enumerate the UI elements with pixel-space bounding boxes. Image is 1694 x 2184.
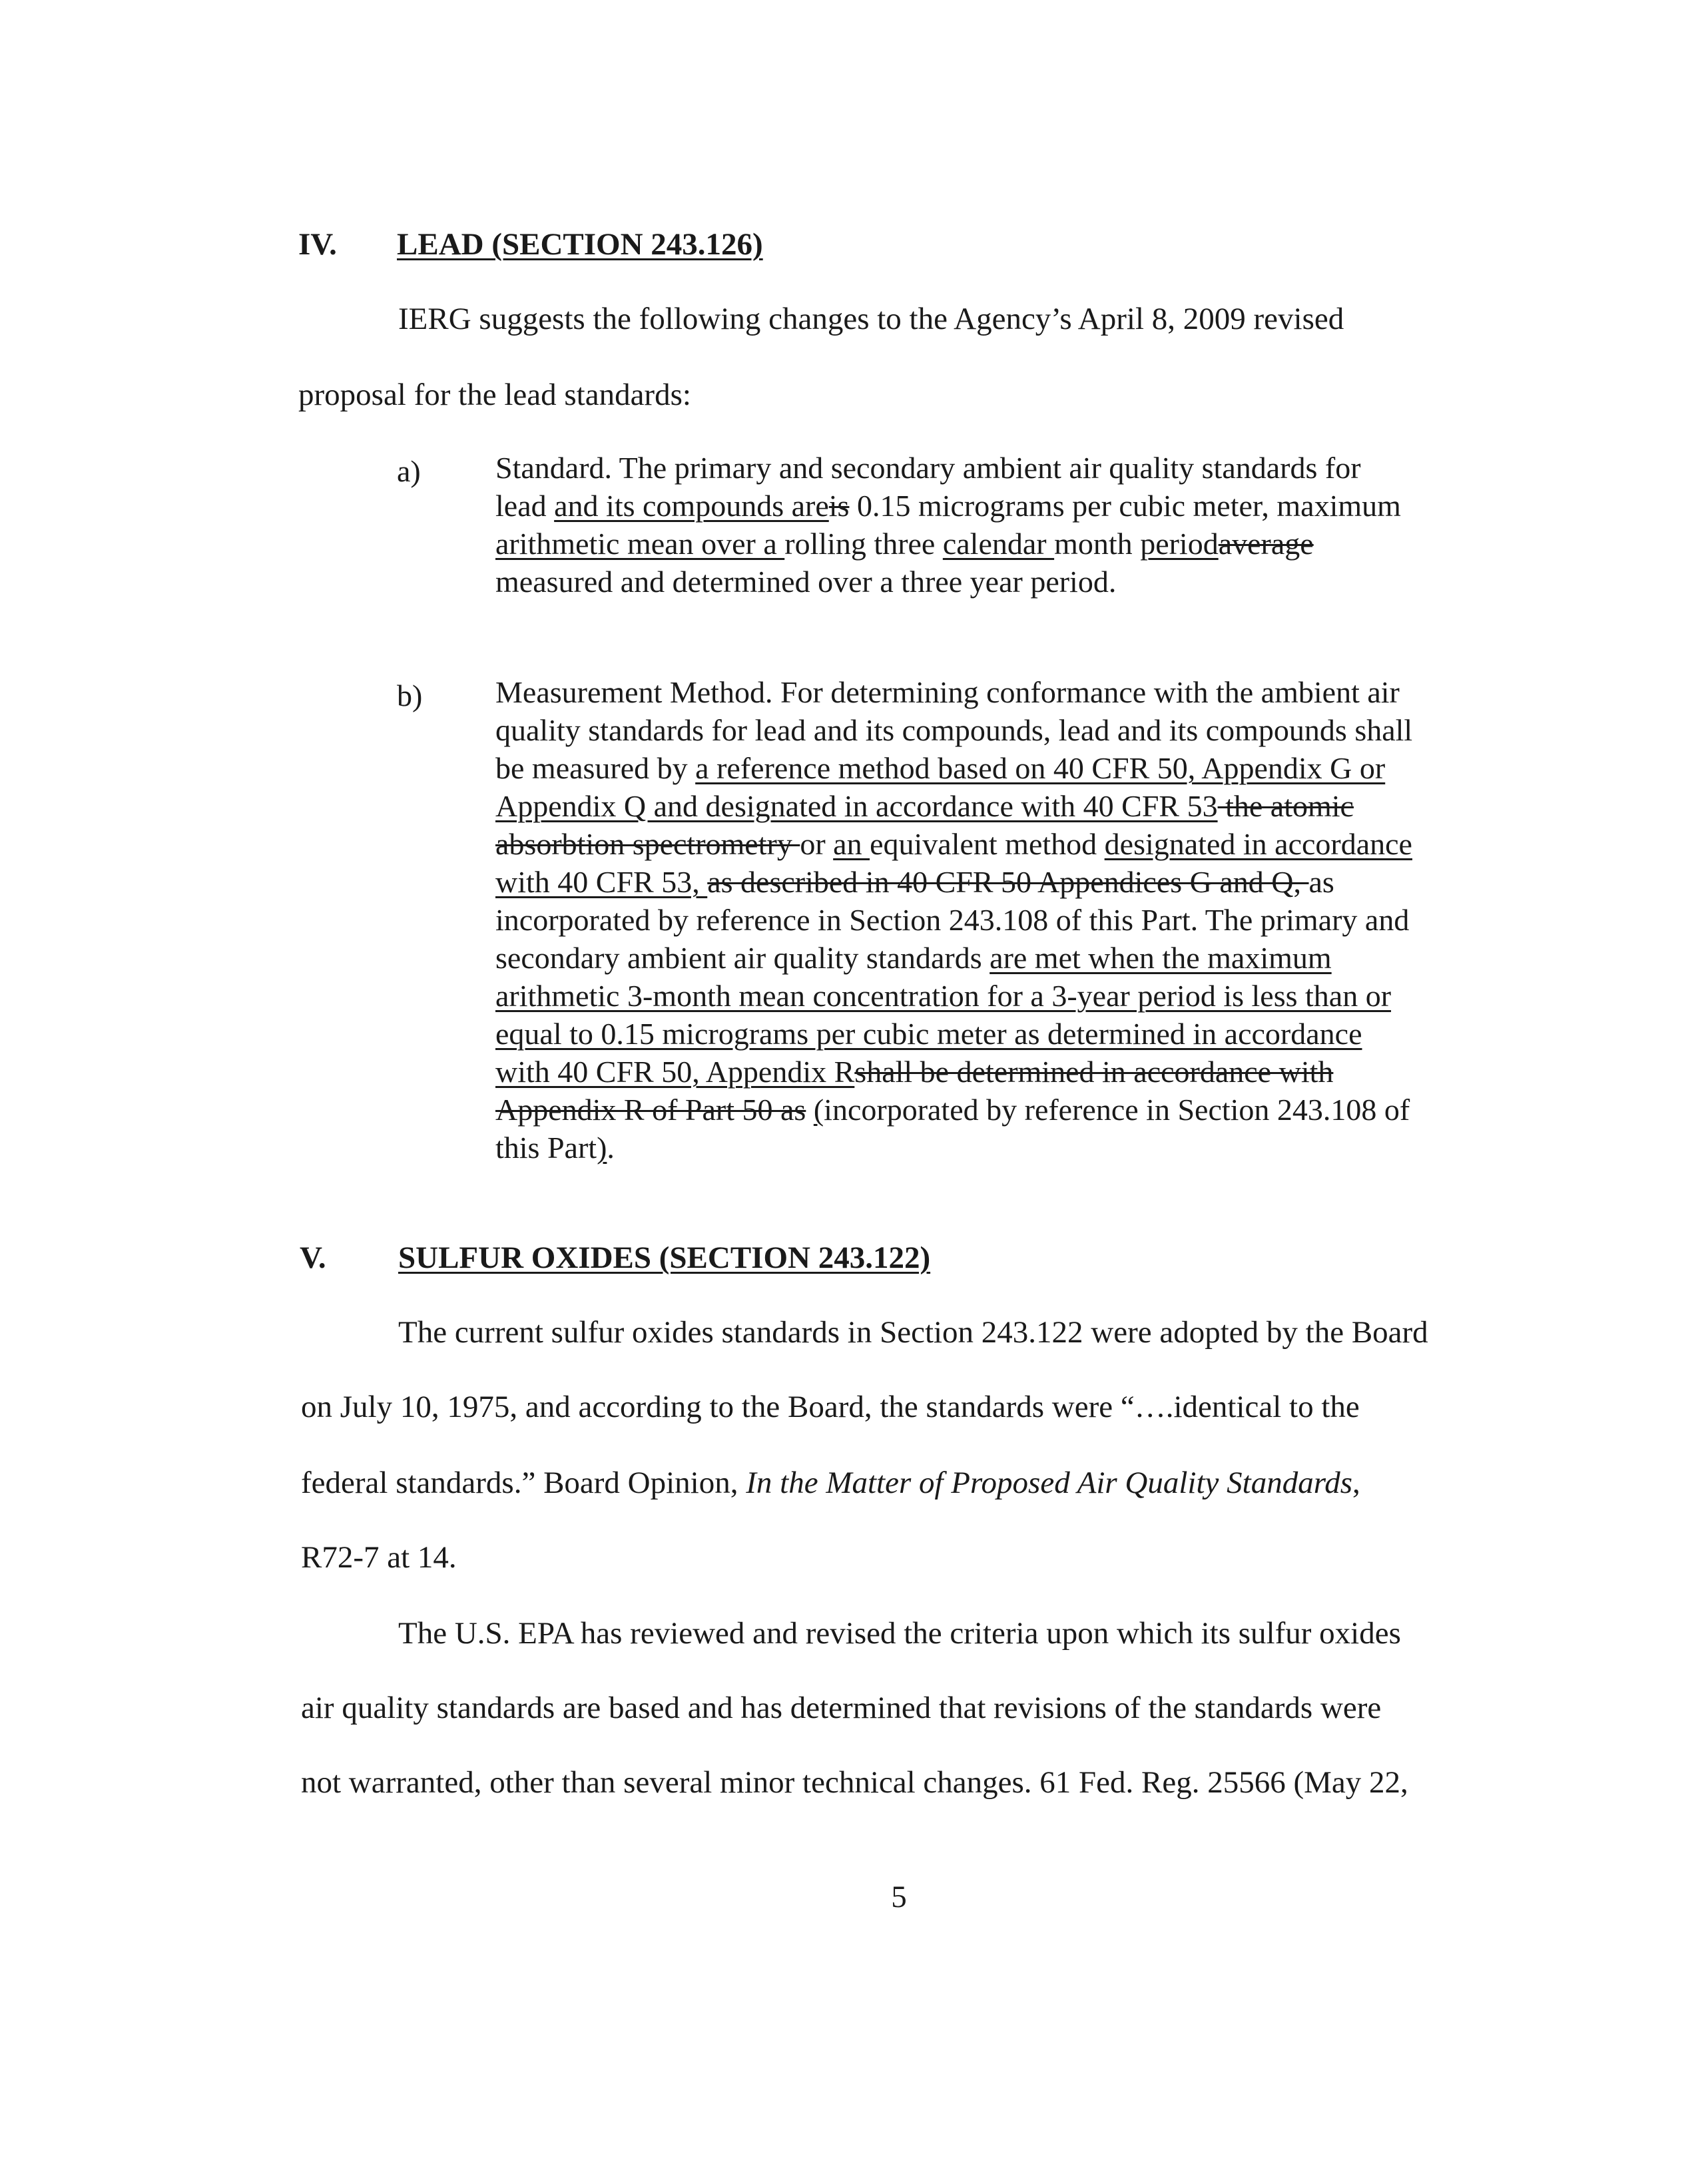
- case-citation-title: In the Matter of Proposed Air Quality Standards: [746, 1466, 1353, 1500]
- p1-line-3-comma: ,: [1352, 1466, 1360, 1500]
- item-a-text-1: Standard. The primary and secondary ambient air quality standards for lead: [495, 451, 1361, 523]
- item-b-text-4: as incorporated by reference in Section 243.108 of this Part. The primary and secondary ambient air quality standards: [495, 865, 1410, 975]
- item-a-text-3: rolling three: [784, 527, 943, 561]
- item-b-inserted-1: a reference method based on 40 CFR 50, Appendix G or Appendix Q and designated in accordance with 40 CFR 53: [495, 751, 1386, 823]
- item-b-deleted-1: the atomic absorbtion spectrometry: [495, 789, 1354, 861]
- item-b-inserted-4: are met when the maximum arithmetic 3-month mean concentration for a 3-year period is less than or equal to 0.15 micrograms per cubic meter as determined in accordance with 40 CFR 50, Appendix R: [495, 941, 1392, 1089]
- item-a-marker: a): [397, 454, 421, 488]
- section-v-number: V.: [300, 1240, 326, 1275]
- item-b-inserted-3: designated in accordance with 40 CFR 53,: [495, 827, 1412, 899]
- item-a-deleted-2: average: [1218, 527, 1314, 561]
- section-iv-title: LEAD (SECTION 243.126): [397, 227, 763, 262]
- item-a-inserted-1: and its compounds are: [554, 489, 829, 523]
- item-b-text-3: equivalent method: [870, 827, 1105, 861]
- section-v-p2-line-1: The U.S. EPA has reviewed and revised the criteria upon which its sulfur oxides: [398, 1616, 1401, 1651]
- section-iv-intro-line-2: proposal for the lead standards:: [298, 378, 691, 412]
- item-b-text-6: incorporated by reference in Section 243.108 of this Part: [495, 1093, 1410, 1165]
- section-v-p1-line-1: The current sulfur oxides standards in Section 243.122 were adopted by the Board: [398, 1315, 1428, 1350]
- item-a-text-4: month: [1054, 527, 1141, 561]
- section-iv-number: IV.: [298, 227, 337, 262]
- item-a-inserted-2: arithmetic mean over a: [495, 527, 785, 561]
- item-b-deleted-3: shall be determined in accordance with Appendix R of Part 50 as: [495, 1055, 1334, 1127]
- section-v-p2-line-3: not warranted, other than several minor technical changes. 61 Fed. Reg. 25566 (May 22,: [301, 1765, 1408, 1800]
- item-b-inserted-2: an: [833, 827, 870, 861]
- page-number: 5: [891, 1880, 907, 1914]
- item-b-text-5: [806, 1093, 814, 1127]
- item-b-text: [495, 673, 1414, 1167]
- item-b-inserted-6: ): [597, 1131, 607, 1165]
- item-a-text-2: 0.15 micrograms per cubic meter, maximum: [849, 489, 1401, 523]
- item-a-text-5: measured and determined over a three year period.: [495, 565, 1117, 599]
- section-v-p1-line-2: on July 10, 1975, and according to the Board, the standards were “….identical to the: [301, 1390, 1360, 1424]
- item-a-text: [495, 449, 1414, 601]
- item-b-text-7: .: [607, 1131, 615, 1165]
- item-b-marker: b): [397, 679, 423, 712]
- section-v-p2-line-2: air quality standards are based and has determined that revisions of the standards were: [301, 1691, 1382, 1725]
- section-v-p1-line-3: [301, 1468, 1360, 1499]
- item-a-inserted-3: calendar: [942, 527, 1055, 561]
- item-b-text-1: Measurement Method. For determining conformance with the ambient air quality standards for lead and its compounds, lead and its compounds shall be measured by: [495, 675, 1413, 785]
- item-b-inserted-5: (: [813, 1093, 824, 1127]
- item-a-deleted-1: is: [828, 489, 850, 523]
- item-a-inserted-4: period: [1140, 527, 1219, 561]
- section-v-p1-line-4: R72-7 at 14.: [301, 1540, 457, 1575]
- item-b-text-2: or: [800, 827, 834, 861]
- section-v-title: SULFUR OXIDES (SECTION 243.122): [398, 1240, 931, 1275]
- section-iv-intro-line-1: IERG suggests the following changes to the Agency’s April 8, 2009 revised: [398, 302, 1344, 336]
- p1-line-3-text: federal standards.” Board Opinion,: [301, 1466, 746, 1500]
- item-b-deleted-2: as described in 40 CFR 50 Appendices G and Q,: [707, 865, 1309, 899]
